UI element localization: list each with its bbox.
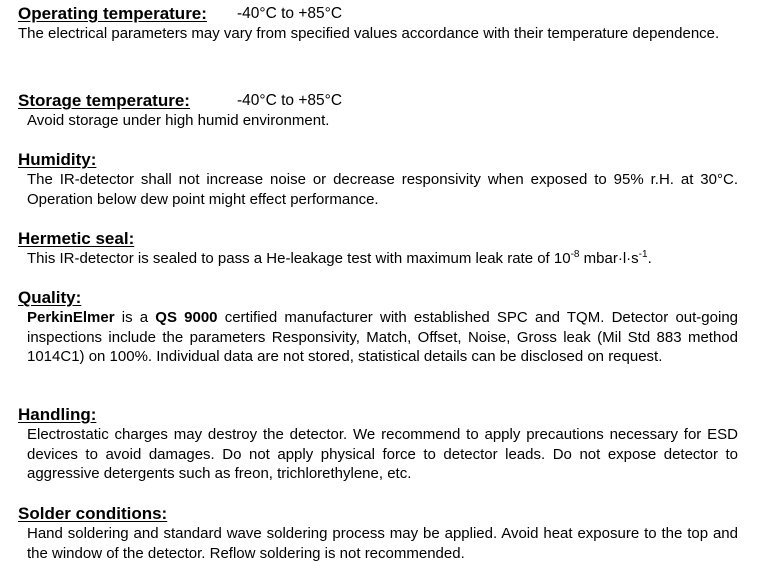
- hermetic-text-main: This IR-detector is sealed to pass a He-leakage test with maximum leak rate of 10: [27, 250, 571, 267]
- section-storage-temperature: [18, 91, 738, 131]
- storage-temperature-text: Avoid storage under high humid environment.: [27, 112, 330, 129]
- heading-storage-temperature: [18, 91, 738, 111]
- section-handling: [18, 405, 738, 484]
- section-hermetic-seal: [18, 229, 738, 269]
- quality-text-part: certified manufacturer with established SPC and TQM. Detector out-going inspections include the parameters Responsivity, Match, Offset, Noise, Gross leak (Mil Std 883 method 1014C1) on 100%. Individual data are not stored, statistical details can be disclosed on request.: [27, 309, 738, 365]
- leak-rate-unit: mbar·l·s: [579, 250, 639, 267]
- heading-label: Storage temperature:: [18, 91, 190, 110]
- section-quality: [18, 288, 738, 367]
- heading-handling: Handling:: [18, 405, 97, 424]
- quality-text: [18, 308, 738, 367]
- section-solder-conditions: [18, 504, 738, 563]
- heading-solder-conditions: Solder conditions:: [18, 504, 168, 523]
- certification-name: QS 9000: [155, 309, 218, 326]
- hermetic-seal-text: [18, 249, 738, 269]
- operating-temperature-value: -40°C to +85°C: [237, 5, 343, 22]
- hermetic-text-end: .: [647, 250, 652, 267]
- heading-humidity: Humidity:: [18, 150, 97, 169]
- operating-temperature-text: The electrical parameters may vary from specified values accordance with their temperature dependence.: [18, 25, 720, 42]
- quality-text-part: is a: [114, 309, 156, 326]
- heading-quality: Quality:: [18, 288, 82, 307]
- section-operating-temperature: [18, 4, 738, 44]
- heading-hermetic-seal: Hermetic seal:: [18, 229, 135, 248]
- humidity-text: The IR-detector shall not increase noise or decrease responsivity when exposed to 95% r.H. at 30°C. Operation below dew point might effect performance.: [27, 171, 738, 208]
- exponent-leak-rate: -8: [570, 249, 580, 260]
- exponent-seconds: -1: [638, 249, 648, 260]
- section-humidity: [18, 150, 738, 209]
- storage-temperature-value: -40°C to +85°C: [237, 92, 343, 109]
- solder-conditions-text: Hand soldering and standard wave soldering process may be applied. Avoid heat exposure to the top and the window of the detector. Reflow soldering is not recommended.: [27, 525, 738, 562]
- handling-text: Electrostatic charges may destroy the detector. We recommend to apply precautions necessary for ESD devices to avoid damages. Do not apply physical force to detector leads. Do not expose detector to aggressive detergents such as freon, trichlorethylene, etc.: [27, 426, 738, 482]
- heading-label: Operating temperature:: [18, 4, 207, 23]
- heading-operating-temperature: [18, 4, 738, 24]
- brand-name: PerkinElmer: [27, 309, 115, 326]
